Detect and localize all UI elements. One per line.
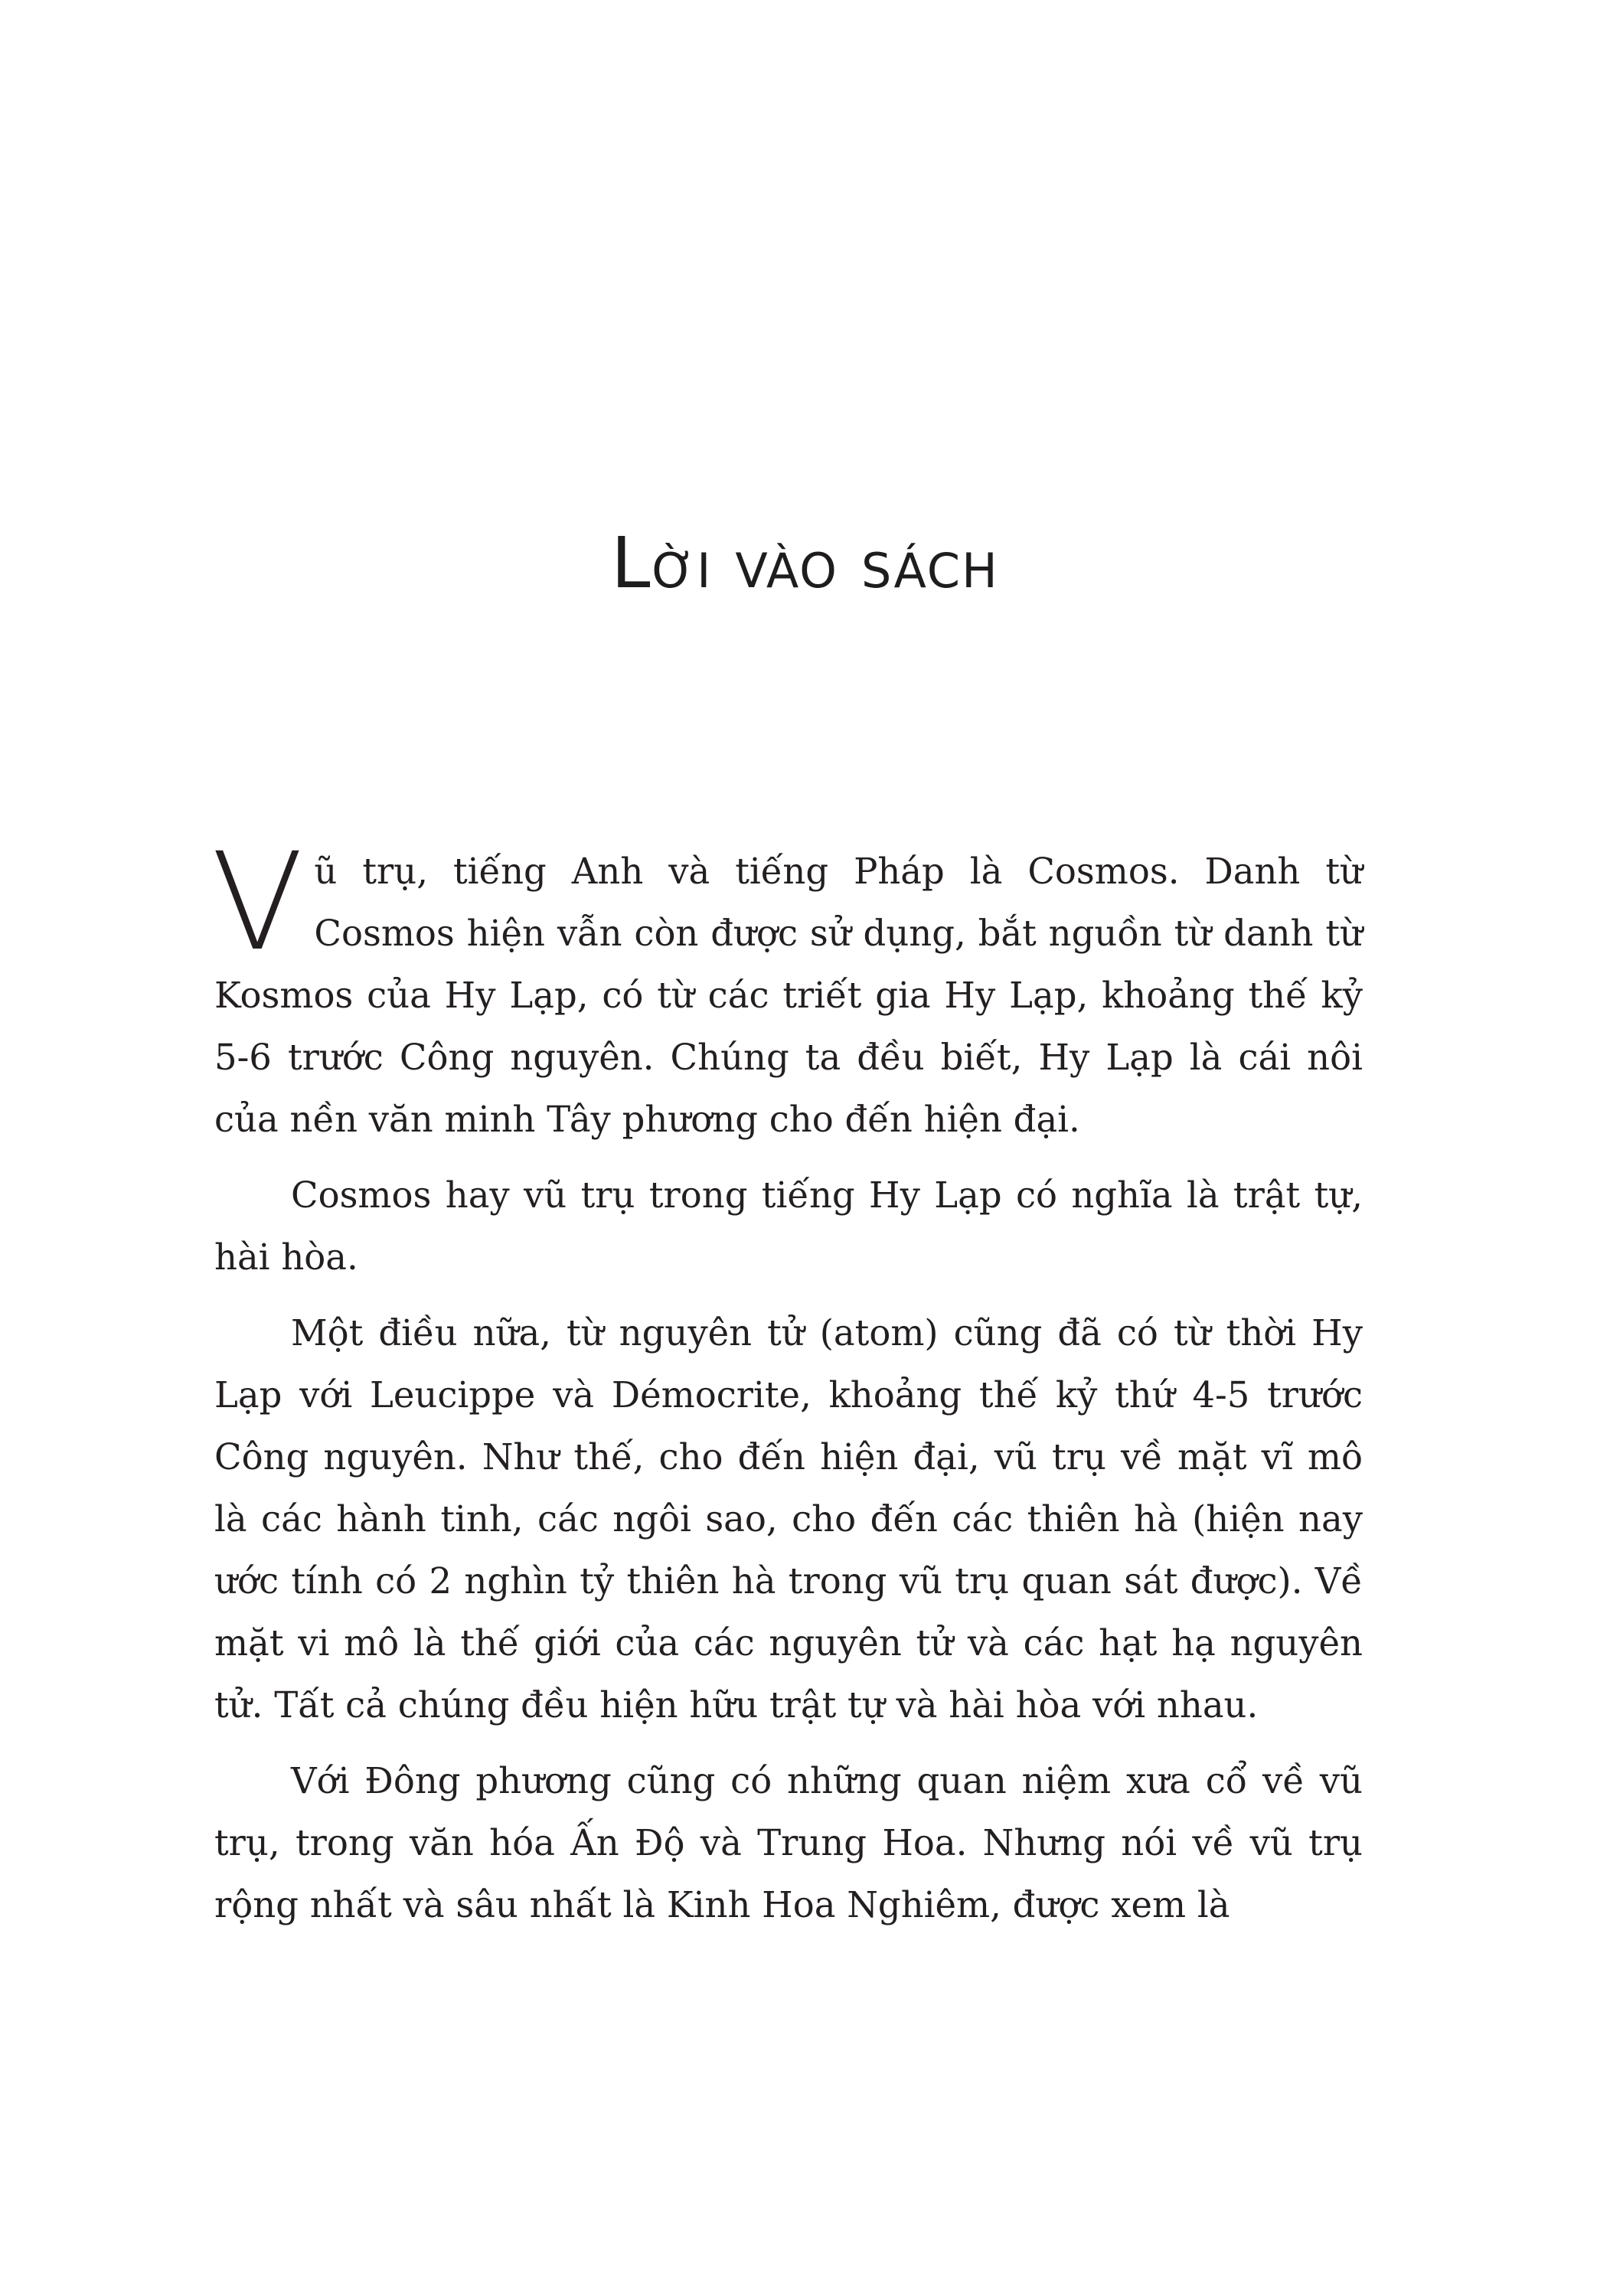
paragraph-2: Cosmos hay vũ trụ trong tiếng Hy Lạp có nghĩa là trật tự, hài hòa.: [214, 1174, 1363, 1278]
paragraph-1: [211, 824, 1363, 1151]
chapter-body: [211, 824, 1363, 1950]
paragraph-4: Với Đông phương cũng có những quan niệm xưa cổ về vũ trụ, trong văn hóa Ấn Độ và Trung Hoa. Nhưng nói về vũ trụ rộng nhất và sâu nhất là Kinh Hoa Nghiêm, được xem là: [214, 1760, 1363, 1925]
chapter-title-initial: L: [611, 522, 652, 604]
chapter-title-rest: ời vào sách: [652, 524, 999, 603]
paragraph-1-text: ũ trụ, tiếng Anh và tiếng Pháp là Cosmos. Danh từ Cosmos hiện vẫn còn được sử dụng, bắt nguồn từ danh từ Kosmos của Hy Lạp, có từ các triết gia Hy Lạp, khoảng thế kỷ 5-6 trước Công nguyên. Chúng ta đều biết, Hy Lạp là cái nôi của nền văn minh Tây phương cho đến hiện đại.: [214, 851, 1363, 1140]
chapter-title: [0, 522, 1610, 604]
drop-cap: V: [211, 824, 304, 981]
paragraph-3: Một điều nữa, từ nguyên tử (atom) cũng đã có từ thời Hy Lạp với Leucippe và Démocrite, khoảng thế kỷ thứ 4-5 trước Công nguyên. Như thế, cho đến hiện đại, vũ trụ về mặt vĩ mô là các hành tinh, các ngôi sao, cho đến các thiên hà (hiện nay ước tính có 2 nghìn tỷ thiên hà trong vũ trụ quan sát được). Về mặt vi mô là thế giới của các nguyên tử và các hạt hạ nguyên tử. Tất cả chúng đều hiện hữu trật tự và hài hòa với nhau.: [214, 1312, 1363, 1726]
